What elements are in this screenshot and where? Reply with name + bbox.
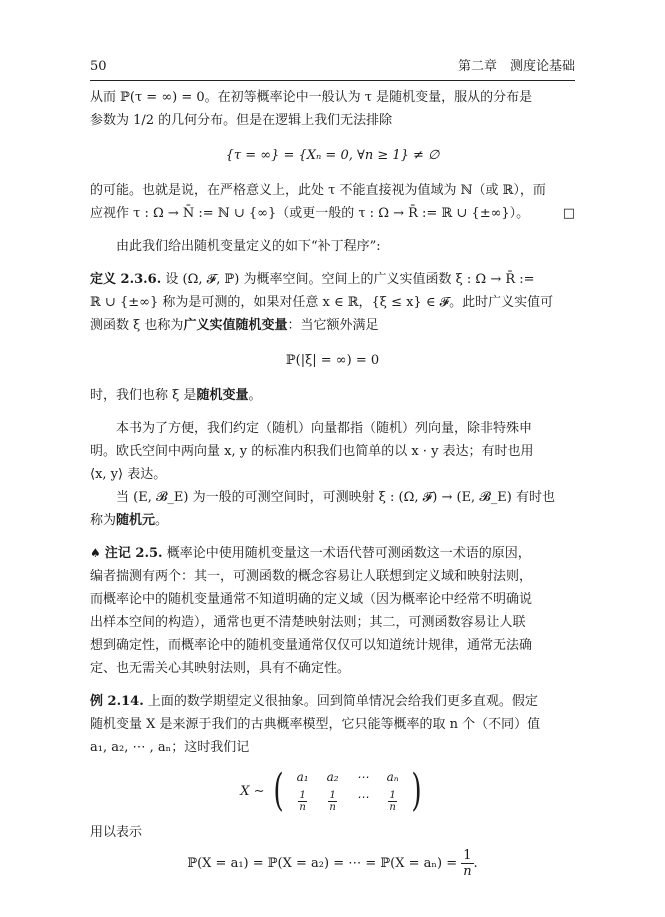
paragraph: 用以表示 — [90, 825, 143, 840]
text-line: 上面的数学期望定义很抽象。回到简单情况会给我们更多直观。假定 — [147, 694, 538, 709]
paragraph — [90, 179, 575, 225]
page-number: 50 — [90, 59, 107, 74]
matrix-cell: ⋯ — [356, 769, 369, 784]
text-line: ⟨x, y⟩ 表达。 — [90, 467, 167, 482]
text-line: 设 (Ω, 𝓕, ℙ) 为概率空间。空间上的广义实值函数 ξ : Ω → R̄ := — [165, 272, 535, 287]
paragraph: 由此我们给出随机变量定义的如下“补丁程序”: — [116, 239, 381, 254]
distribution-matrix: X ∼ ( a₁ a₂ ⋯ aₙ $\frac{1}{n}$ $\frac{1}{n}$ ⋯ $\frac{1}{n}$ ) — [240, 765, 422, 816]
text-line: ：当它额外满足 — [287, 318, 379, 333]
text-line: 明。欧氏空间中两向量 x, y 的标准内积我们也简单的以 x · y 表达；有时也用 — [90, 444, 534, 459]
matrix-cell: a₁ — [296, 769, 309, 784]
qed-symbol: □ — [562, 206, 575, 221]
text-line: 出样本空间的构造），通常也更不清楚映射法则；其二，可测函数容易让人联 — [90, 615, 526, 630]
remark-label: 注记 2.5. — [104, 546, 163, 561]
page-body — [90, 86, 575, 891]
defined-term: 随机变量 — [196, 388, 249, 403]
matrix-cell: a₂ — [326, 769, 339, 784]
text-line: 。 — [155, 513, 169, 528]
equation: ℙ(|ξ| = ∞) = 0 — [285, 353, 380, 368]
example-label: 例 2.14. — [90, 694, 144, 709]
text-line: 的可能。也就是说，在严格意义上，此处 τ 不能直接视为值域为 ℕ（或 ℝ），而 — [90, 183, 546, 198]
definition-continuation — [90, 384, 575, 407]
definition — [90, 268, 575, 337]
equation: ℙ(X = a₁) = ℙ(X = a₂) = ⋯ = ℙ(X = aₙ) = $\frac{1}{n}$ . — [187, 848, 478, 879]
text-line: 随机变量 X 是来源于我们的古典概率模型，它只能等概率的取 n 个（不同）值 — [90, 717, 541, 732]
remark — [90, 542, 575, 680]
text-line: 测函数 ξ 也称为 — [90, 318, 184, 333]
text-line: 当 (E, 𝓑_E) 为一般的可测空间时，可测映射 ξ : (Ω, 𝓕) → (E, 𝓑_E) 有时也 — [116, 490, 555, 505]
paragraph — [90, 486, 575, 532]
definition-label: 定义 2.3.6. — [90, 272, 162, 287]
text-line: a₁, a₂, ⋯ , aₙ；这时我们记 — [90, 740, 250, 755]
text-line: 编者揣测有两个：其一，可测函数的概念容易让人联想到定义域和映射法则， — [90, 569, 533, 584]
text-line: 参数为 1/2 的几何分布。但是在逻辑上我们无法排除 — [90, 113, 393, 128]
defined-term: 随机元 — [116, 513, 156, 528]
text-line: 而概率论中的随机变量通常不知道明确的定义域（因为概率论中经常不明确说 — [90, 592, 533, 607]
matrix-cell: aₙ — [386, 769, 399, 784]
paragraph — [90, 417, 575, 486]
equation: {τ = ∞} = {Xₙ = 0, ∀n ≥ 1} ≠ ∅ — [225, 148, 440, 163]
text-line: 概率论中使用随机变量这一术语代替可测函数这一术语的原因， — [166, 546, 531, 561]
matrix-fraction: $\frac{1}{n}$ — [329, 789, 336, 813]
page-header — [90, 52, 575, 81]
spade-icon: ♠ — [90, 546, 101, 560]
text-line: 应视作 τ : Ω → N̄ := ℕ ∪ {∞}（或更一般的 τ : Ω → R̄ := ℝ ∪ {±∞}）。 — [90, 206, 530, 221]
paragraph — [90, 86, 575, 132]
example — [90, 690, 575, 759]
matrix-fraction: $\frac{1}{n}$ — [389, 789, 396, 813]
chapter-title: 第二章 测度论基础 — [457, 59, 575, 74]
text-line: 时，我们也称 ξ 是 — [90, 388, 197, 403]
matrix-lhs: X ∼ — [240, 783, 265, 799]
text-line: 定、也无需关心其映射法则，具有不确定性。 — [90, 661, 351, 676]
equation-lhs: ℙ(X = a₁) = ℙ(X = a₂) = ⋯ = ℙ(X = aₙ) = — [187, 856, 458, 871]
text-line: 从而 ℙ(τ = ∞) = 0。在初等概率论中一般认为 τ 是随机变量，服从的分布是 — [90, 90, 533, 105]
text-line: 称为 — [90, 513, 117, 528]
matrix-fraction: $\frac{1}{n}$ — [299, 789, 306, 813]
fraction: $\frac{1}{n}$ — [463, 848, 472, 879]
defined-term: 广义实值随机变量 — [183, 318, 288, 333]
text-line: 。 — [248, 388, 262, 403]
matrix-cell: ⋯ — [356, 789, 369, 804]
text-line: 本书为了方便，我们约定（随机）向量都指（随机）列向量，除非特殊申 — [116, 421, 533, 436]
text-line: 想到确定性，而概率论中的随机变量通常仅仅可以知道统计规律，通常无法确 — [90, 638, 533, 653]
text-line: ℝ ∪ {±∞} 称为是可测的，如果对任意 x ∈ ℝ，{ξ ≤ x} ∈ 𝓕。此时广义实值可 — [90, 295, 554, 310]
